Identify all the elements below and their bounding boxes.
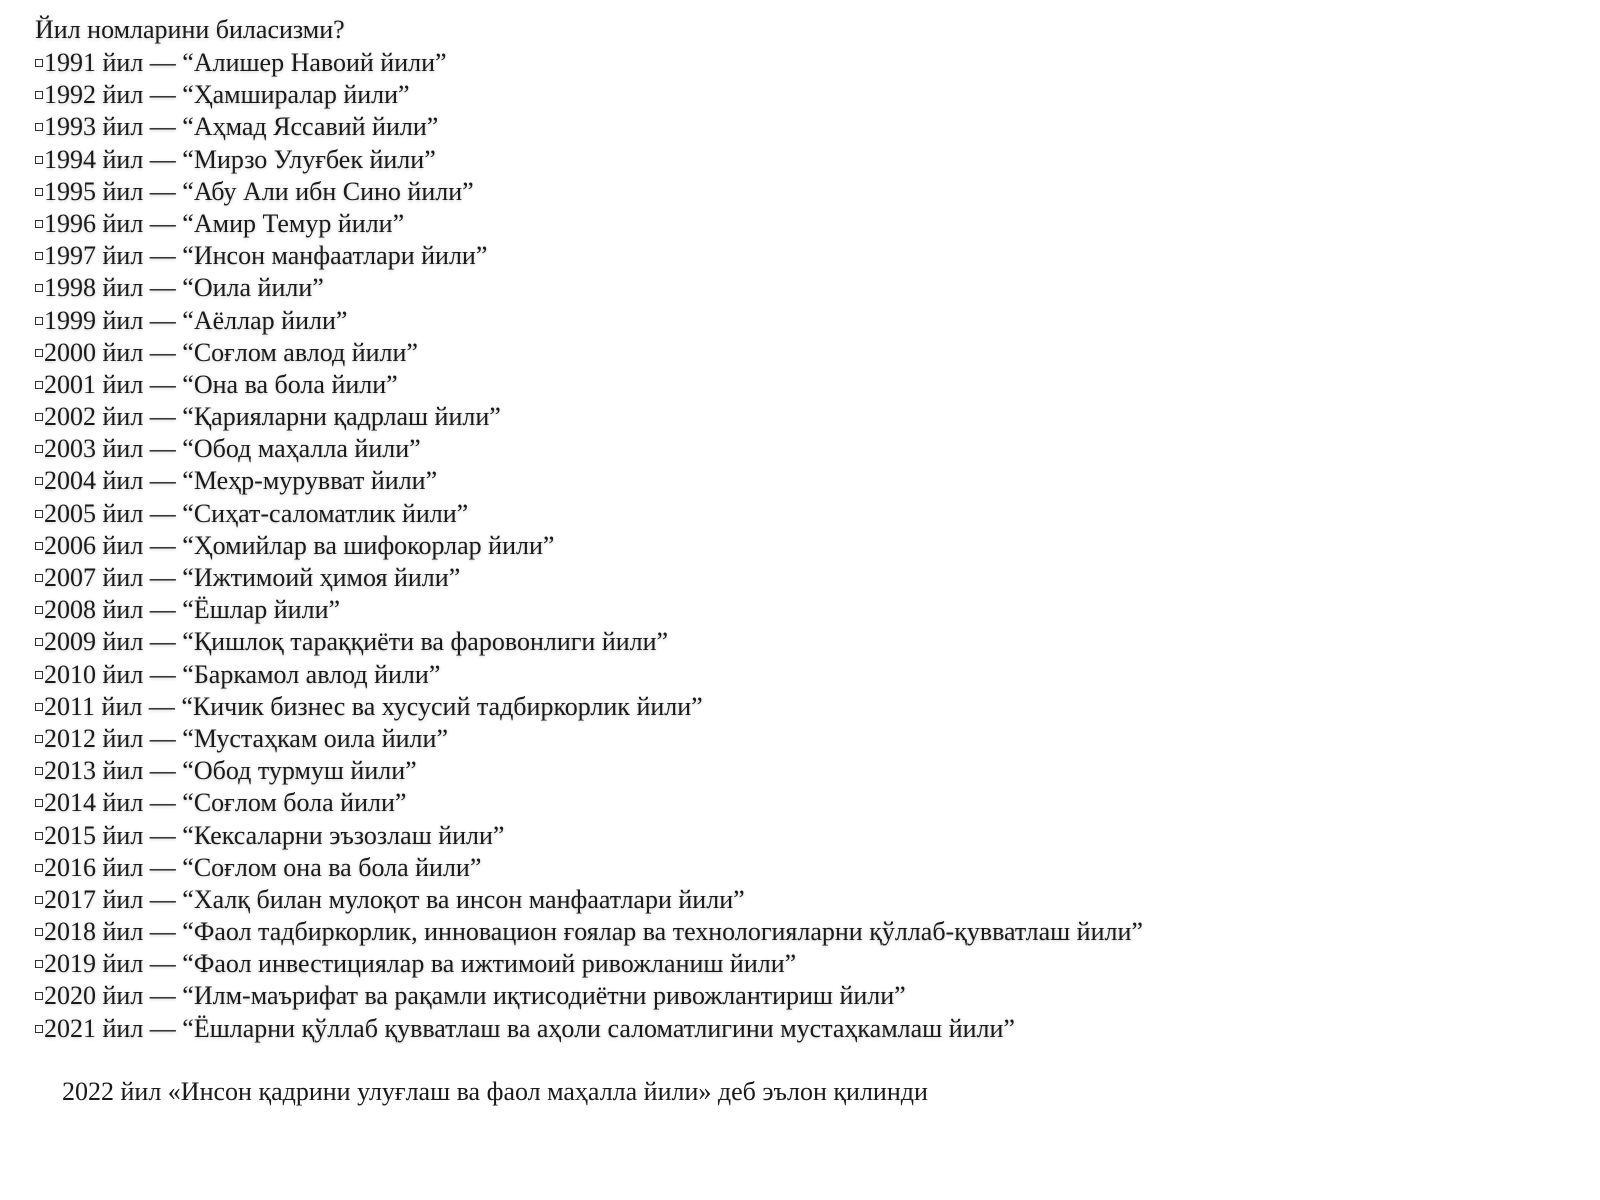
small-square-icon xyxy=(35,59,43,67)
list-item xyxy=(35,980,1143,1012)
small-square-icon xyxy=(35,896,43,904)
list-item-text: 1998 йил — “Оила йили” xyxy=(44,273,324,303)
list-item-text: 1997 йил — “Инсон манфаатлари йили” xyxy=(44,241,488,271)
list-item-text: 2004 йил — “Меҳр-мурувват йили” xyxy=(44,466,438,496)
list-item-text: 1995 йил — “Абу Али ибн Сино йили” xyxy=(44,176,474,206)
list-item-text: 2010 йил — “Баркамол авлод йили” xyxy=(44,659,441,689)
list-item-text: 2009 йил — “Қишлоқ тараққиёти ва фаровонлиги йили” xyxy=(44,627,669,657)
list-item xyxy=(35,305,1143,337)
small-square-icon xyxy=(35,735,43,743)
small-square-icon xyxy=(35,832,43,840)
small-square-icon xyxy=(35,123,43,131)
page-title: Йил номларини биласизми? xyxy=(35,15,345,44)
list-item xyxy=(35,787,1143,819)
small-square-icon xyxy=(35,349,43,357)
small-square-icon xyxy=(35,671,43,679)
list-item xyxy=(35,852,1143,884)
list-item-text: 2013 йил — “Обод турмуш йили” xyxy=(44,756,417,786)
list-item-text: 1994 йил — “Мирзо Улуғбек йили” xyxy=(44,144,436,174)
list-item-text: 1996 йил — “Амир Темур йили” xyxy=(44,208,405,238)
list-item xyxy=(35,272,1143,304)
small-square-icon xyxy=(35,284,43,292)
list-item xyxy=(35,562,1143,594)
list-item xyxy=(35,916,1143,948)
list-item xyxy=(35,755,1143,787)
list-item xyxy=(35,401,1143,433)
list-item-text: 2016 йил — “Соғлом она ва бола йили” xyxy=(44,852,482,882)
list-item-text: 2007 йил — “Ижтимоий ҳимоя йили” xyxy=(44,563,461,592)
list-item-text: 2018 йил — “Фаол тадбиркорлик, инновацион ғоялар ва технологияларни қўллаб-қувватлаш йили” xyxy=(44,917,1143,947)
list-item-text: 2002 йил — “Қарияларни қадрлаш йили” xyxy=(44,402,501,432)
list-item-text: 2011 йил — “Кичик бизнес ва хусусий тадбиркорлик йили” xyxy=(44,691,703,721)
list-item xyxy=(35,208,1143,240)
list-item-text: 2014 йил — “Соғлом бола йили” xyxy=(44,788,407,818)
list-item xyxy=(35,337,1143,369)
list-item-text: 1999 йил — “Аёллар йили” xyxy=(44,305,348,335)
list-item xyxy=(35,369,1143,401)
list-item-text: 2005 йил — “Сиҳат-саломатлик йили” xyxy=(44,498,469,528)
list-item-text: 1993 йил — “Аҳмад Яссавий йили” xyxy=(44,112,439,142)
small-square-icon xyxy=(35,638,43,646)
small-square-icon xyxy=(35,91,43,99)
list-item xyxy=(35,144,1143,176)
list-item xyxy=(35,47,1143,79)
list-item xyxy=(35,948,1143,980)
small-square-icon xyxy=(35,703,43,711)
list-item xyxy=(35,594,1143,626)
list-item-text: 2000 йил — “Соғлом авлод йили” xyxy=(44,337,418,367)
small-square-icon xyxy=(35,606,43,614)
small-square-icon xyxy=(35,317,43,325)
list-item-text: 2001 йил — “Она ва бола йили” xyxy=(44,369,398,399)
list-item xyxy=(35,498,1143,530)
small-square-icon xyxy=(35,799,43,807)
small-square-icon xyxy=(35,767,43,775)
list-item-text: 2021 йил — “Ёшларни қўллаб қувватлаш ва аҳоли саломатлигини мустаҳкамлаш йили” xyxy=(44,1013,1015,1043)
small-square-icon xyxy=(35,381,43,389)
small-square-icon xyxy=(35,445,43,453)
list-item xyxy=(35,723,1143,755)
small-square-icon xyxy=(35,960,43,968)
list-item xyxy=(35,530,1143,562)
small-square-icon xyxy=(35,510,43,518)
list-item xyxy=(35,433,1143,465)
list-item xyxy=(35,176,1143,208)
list-item-text: 2019 йил — “Фаол инвестициялар ва ижтимоий ривожланиш йили” xyxy=(44,949,797,979)
years-list xyxy=(35,47,1143,1045)
list-item-text: 1991 йил — “Алишер Навоий йили” xyxy=(44,48,447,77)
list-item xyxy=(35,884,1143,916)
small-square-icon xyxy=(35,928,43,936)
list-item-text: 2006 йил — “Ҳомийлар ва шифокорлар йили” xyxy=(44,530,555,560)
list-item-text: 2003 йил — “Обод маҳалла йили” xyxy=(44,434,421,464)
list-item xyxy=(35,820,1143,852)
small-square-icon xyxy=(35,413,43,421)
list-item xyxy=(35,1013,1143,1045)
list-item-text: 2012 йил — “Мустаҳкам оила йили” xyxy=(44,723,448,753)
small-square-icon xyxy=(35,188,43,196)
small-square-icon xyxy=(35,864,43,872)
list-item-text: 2017 йил — “Халқ билан мулоқот ва инсон манфаатлари йили” xyxy=(44,884,745,914)
list-item-text: 2020 йил — “Илм-маърифат ва рақамли иқтисодиётни ривожлантириш йили” xyxy=(44,981,906,1011)
small-square-icon xyxy=(35,220,43,228)
list-item xyxy=(35,626,1143,658)
list-item xyxy=(35,111,1143,143)
small-square-icon xyxy=(35,542,43,550)
list-item-text: 1992 йил — “Ҳамширалар йили” xyxy=(44,80,410,110)
small-square-icon xyxy=(35,1025,43,1033)
small-square-icon xyxy=(35,574,43,582)
small-square-icon xyxy=(35,252,43,260)
list-item-text: 2008 йил — “Ёшлар йили” xyxy=(44,595,341,625)
list-item xyxy=(35,659,1143,691)
small-square-icon xyxy=(35,477,43,485)
list-item xyxy=(35,240,1143,272)
list-item xyxy=(35,465,1143,497)
list-item xyxy=(35,691,1143,723)
small-square-icon xyxy=(35,992,43,1000)
small-square-icon xyxy=(35,156,43,164)
footer-note: 2022 йил «Инсон қадрини улуғлаш ва фаол маҳалла йили» деб эълон қилинди xyxy=(62,1077,928,1106)
list-item xyxy=(35,79,1143,111)
list-item-text: 2015 йил — “Кексаларни эъзозлаш йили” xyxy=(44,820,505,850)
